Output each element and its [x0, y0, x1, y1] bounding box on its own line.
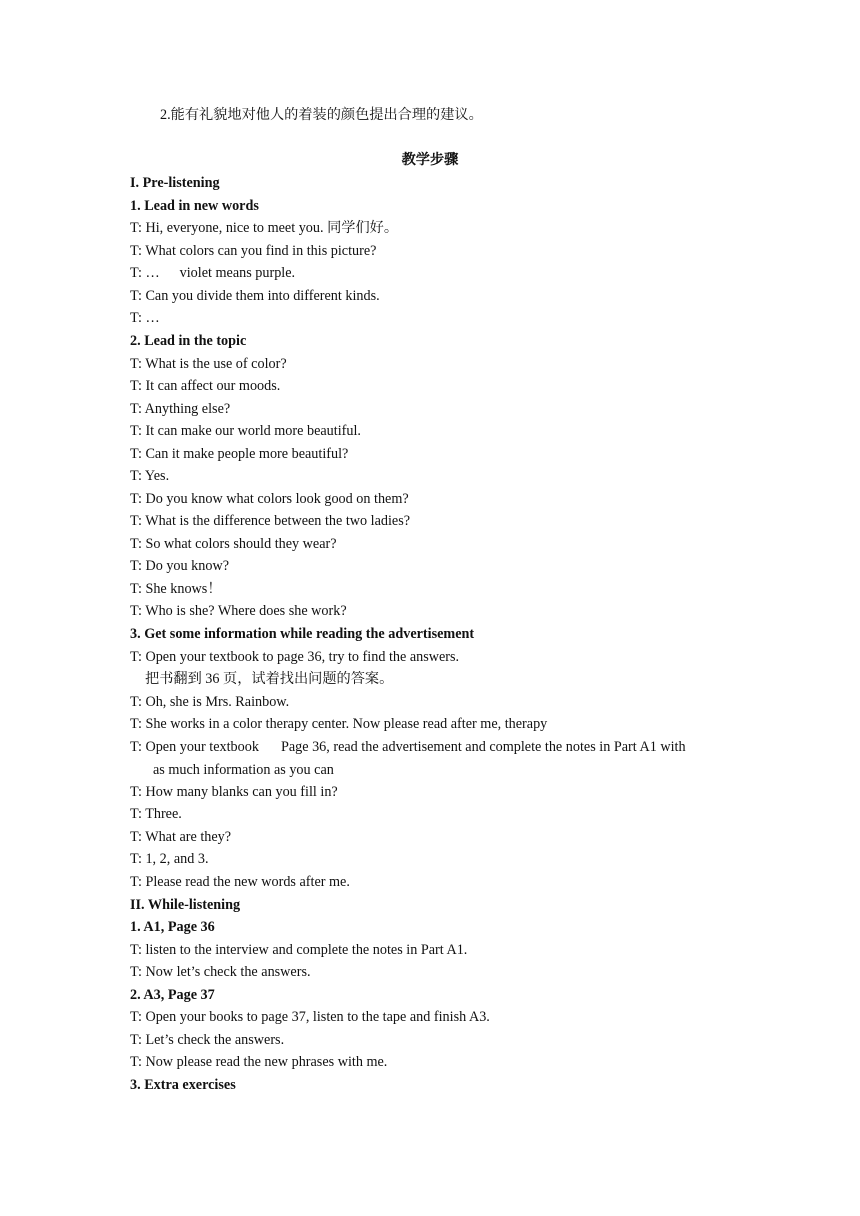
- dialogue-line: T: So what colors should they wear?: [130, 536, 337, 552]
- dialogue-line: T: What colors can you find in this picture?: [130, 243, 377, 259]
- dialogue-line: T: Can you divide them into different kinds.: [130, 288, 380, 304]
- dialogue-line: T: How many blanks can you fill in?: [130, 784, 338, 800]
- dialogue-line-translation: 把书翻到 36 页，试着找出问题的答案。: [145, 671, 394, 687]
- dialogue-text: violet means purple.: [179, 265, 296, 281]
- section-heading-while-listening: II. While-listening: [130, 897, 241, 913]
- dialogue-line: T: She knows！: [130, 581, 222, 597]
- dialogue-line: T: Can it make people more beautiful?: [130, 446, 349, 462]
- subheading-get-information: 3. Get some information while reading the advertisement: [130, 626, 475, 642]
- dialogue-line: T: Do you know?: [130, 558, 229, 574]
- objective-2: 2.能有礼貌地对他人的着装的颜色提出合理的建议。: [160, 107, 483, 123]
- dialogue-line: T: It can make our world more beautiful.: [130, 423, 361, 439]
- steps-title: 教学步骤: [401, 152, 459, 168]
- dialogue-line: T: Open your textbook to page 36, try to find the answers.: [130, 649, 460, 665]
- dialogue-line: T: It can affect our moods.: [130, 378, 281, 394]
- dialogue-line: T: Three.: [130, 806, 182, 822]
- dialogue-text: T: Open your textbook: [130, 739, 259, 755]
- dialogue-line-continued: as much information as you can: [153, 762, 334, 778]
- dialogue-line: T: Please read the new words after me.: [130, 874, 350, 890]
- dialogue-line: T: What is the use of color?: [130, 356, 287, 372]
- dialogue-line: [130, 264, 295, 282]
- subheading-a3-page-37: 2. A3, Page 37: [130, 987, 215, 1003]
- dialogue-line: T: Open your books to page 37, listen to the tape and finish A3.: [130, 1009, 490, 1025]
- dialogue-line: T: Now please read the new phrases with me.: [130, 1054, 388, 1070]
- dialogue-line: T: Hi, everyone, nice to meet you. 同学们好。: [130, 220, 399, 236]
- section-heading-pre-listening: I. Pre-listening: [130, 175, 220, 191]
- dialogue-line: T: What is the difference between the two ladies?: [130, 513, 411, 529]
- subheading-extra-exercises: 3. Extra exercises: [130, 1077, 236, 1093]
- dialogue-text: Page 36, read the advertisement and complete the notes in Part A1 with: [280, 739, 686, 755]
- dialogue-line: T: Yes.: [130, 468, 170, 484]
- dialogue-line: T: She works in a color therapy center. Now please read after me, therapy: [130, 716, 548, 732]
- dialogue-line: T: What are they?: [130, 829, 232, 845]
- dialogue-line: T: listen to the interview and complete the notes in Part A1.: [130, 942, 468, 958]
- dialogue-line: T: 1, 2, and 3.: [130, 851, 209, 867]
- dialogue-line: [130, 738, 686, 756]
- subheading-lead-in-new-words: 1. Lead in new words: [130, 198, 259, 214]
- dialogue-line: T: Do you know what colors look good on them?: [130, 491, 409, 507]
- dialogue-line: T: Let’s check the answers.: [130, 1032, 285, 1048]
- subheading-a1-page-36: 1. A1, Page 36: [130, 919, 215, 935]
- dialogue-speaker: T: …: [130, 265, 160, 281]
- dialogue-line: T: Now let’s check the answers.: [130, 964, 311, 980]
- dialogue-line: T: Anything else?: [130, 401, 231, 417]
- dialogue-line: T: …: [130, 310, 160, 326]
- dialogue-line: T: Oh, she is Mrs. Rainbow.: [130, 694, 290, 710]
- subheading-lead-in-topic: 2. Lead in the topic: [130, 333, 247, 349]
- dialogue-line: T: Who is she? Where does she work?: [130, 603, 347, 619]
